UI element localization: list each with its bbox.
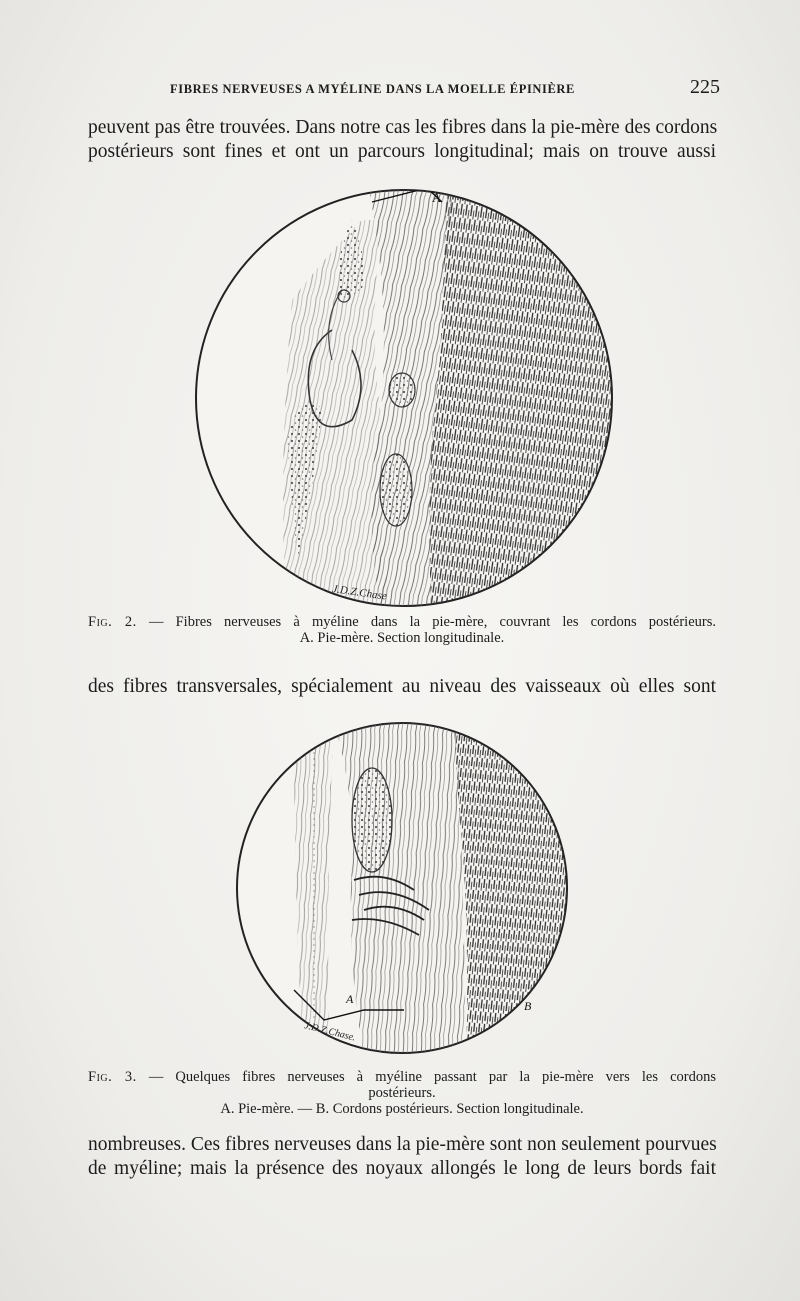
figure-3-illustration: [234, 720, 570, 1060]
paragraph-top: [88, 116, 716, 164]
figure-2-signature: J.D.Z.Chase: [331, 583, 388, 603]
figure-3-label: Fig. 3.: [88, 1069, 137, 1085]
figure-3-marker-b: B: [524, 999, 532, 1013]
text-line: de myéline; mais la présence des noyaux allongés le long de leurs bords fait: [88, 1158, 716, 1179]
figure-2-caption-line-1: [88, 614, 716, 630]
figure-2-label: Fig. 2.: [88, 614, 137, 630]
figure-2-caption-text: — Fibres nerveuses à myéline dans la pie-mère, couvrant les cordons postérieurs.: [148, 614, 716, 630]
paragraph-middle: [88, 675, 716, 699]
figure-3-caption-line-3: A. Pie-mère. — B. Cordons postérieurs. Section longitudinale.: [220, 1101, 584, 1117]
text-line: nombreuses. Ces fibres nerveuses dans la pie-mère sont non seulement pourvues: [88, 1134, 717, 1155]
running-title: FIBRES NERVEUSES A MYÉLINE DANS LA MOELLE ÉPINIÈRE: [170, 82, 575, 96]
figure-3-caption-line-2: postérieurs.: [368, 1085, 436, 1101]
figure-2-caption-line-2: A. Pie-mère. Section longitudinale.: [299, 630, 505, 646]
paragraph-bottom: [88, 1133, 716, 1181]
figure-3-signature: J.D.Z.Chase.: [303, 1020, 357, 1044]
figure-2-illustration: [192, 180, 616, 610]
text-line: des fibres transversales, spécialement au niveau des vaisseaux où elles sont: [88, 676, 716, 697]
figure-3-caption: [88, 1069, 716, 1117]
text-line: peuvent pas être trouvées. Dans notre cas les fibres dans la pie-mère des cordons: [88, 117, 718, 138]
text-line: postérieurs sont fines et ont un parcours longitudinal; mais on trouve aussi: [88, 141, 716, 162]
figure-3-caption-text: — Quelques fibres nerveuses à myéline passant par la pie-mère vers les cordons: [148, 1069, 716, 1085]
page-number: 225: [690, 76, 720, 98]
figure-3-caption-line-1: [88, 1069, 716, 1085]
running-head: [0, 74, 800, 104]
figure-2-marker-a: A: [432, 190, 442, 205]
figure-2-caption: [88, 614, 716, 646]
figure-3-marker-a: A: [346, 992, 354, 1006]
